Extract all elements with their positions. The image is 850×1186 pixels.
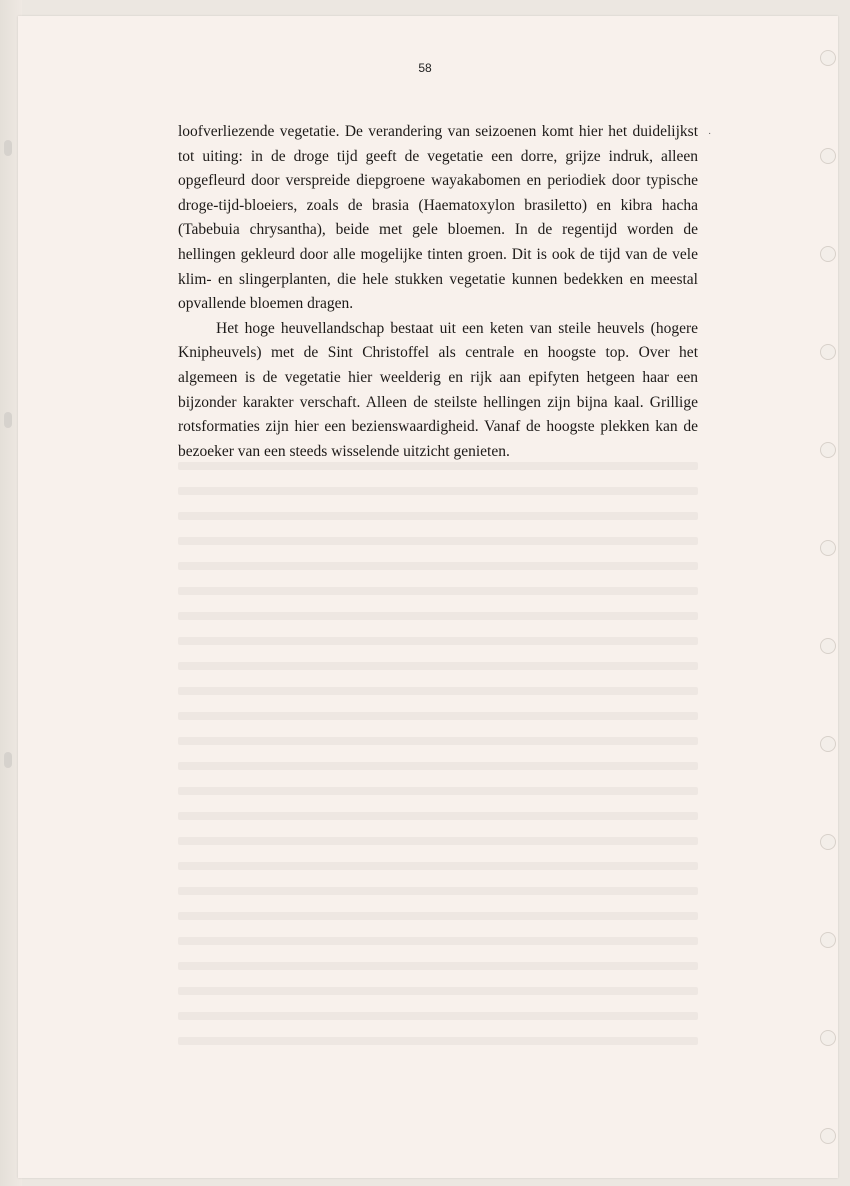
binder-hole <box>820 344 836 360</box>
paragraph-2: Het hoge heuvellandschap bestaat uit een keten van steile heuvels (hogere Knipheuvels) met de Sint Christoffel als centrale en hoogste top. Over het algemeen is de vegetatie hier weelderig en rijk aan epifyten hetgeen haar een bijzonder karakter verschaft. Alleen de steilste hellingen zijn bijna kaal. Grillige rotsformaties zijn hier een bezienswaardigheid. Vanaf de hoogste plekken kan de bezoeker van een steeds wisselende uitzicht genieten. <box>178 319 698 460</box>
page-number: 58 <box>418 61 432 75</box>
smudge-mark <box>4 140 12 156</box>
binder-hole <box>820 1128 836 1144</box>
smudge-mark <box>4 412 12 428</box>
body-text <box>178 120 698 464</box>
binder-hole <box>820 1030 836 1046</box>
binder-hole <box>820 246 836 262</box>
binder-hole <box>820 638 836 654</box>
binder-hole <box>820 540 836 556</box>
paragraph-1: loofverliezende vegetatie. De verandering van seizoenen komt hier het duidelijkst tot uiting: in de droge tijd geeft de vegetatie een dorre, grijze indruk, alleen opgefleurd door verspreide diepgroene wayakabomen en periodiek door typische droge-tijd-bloeiers, zoals de brasia (Haematoxylon brasiletto) en kibra hacha (Tabebuia chrysantha), beide met gele bloemen. In de regentijd worden de hellingen gekleurd door alle mogelijke tinten groen. Dit is ook de tijd van de vele klim- en slingerplanten, die hele stukken vegetatie kunnen bedekken en meestal opvallende bloemen dragen. <box>178 123 698 313</box>
binder-hole <box>820 834 836 850</box>
binder-hole <box>820 442 836 458</box>
binder-hole <box>820 932 836 948</box>
binder-hole <box>820 148 836 164</box>
bleed-through-text <box>178 462 698 1062</box>
binder-hole <box>820 736 836 752</box>
margin-dot: · <box>708 128 712 139</box>
smudge-mark <box>4 752 12 768</box>
